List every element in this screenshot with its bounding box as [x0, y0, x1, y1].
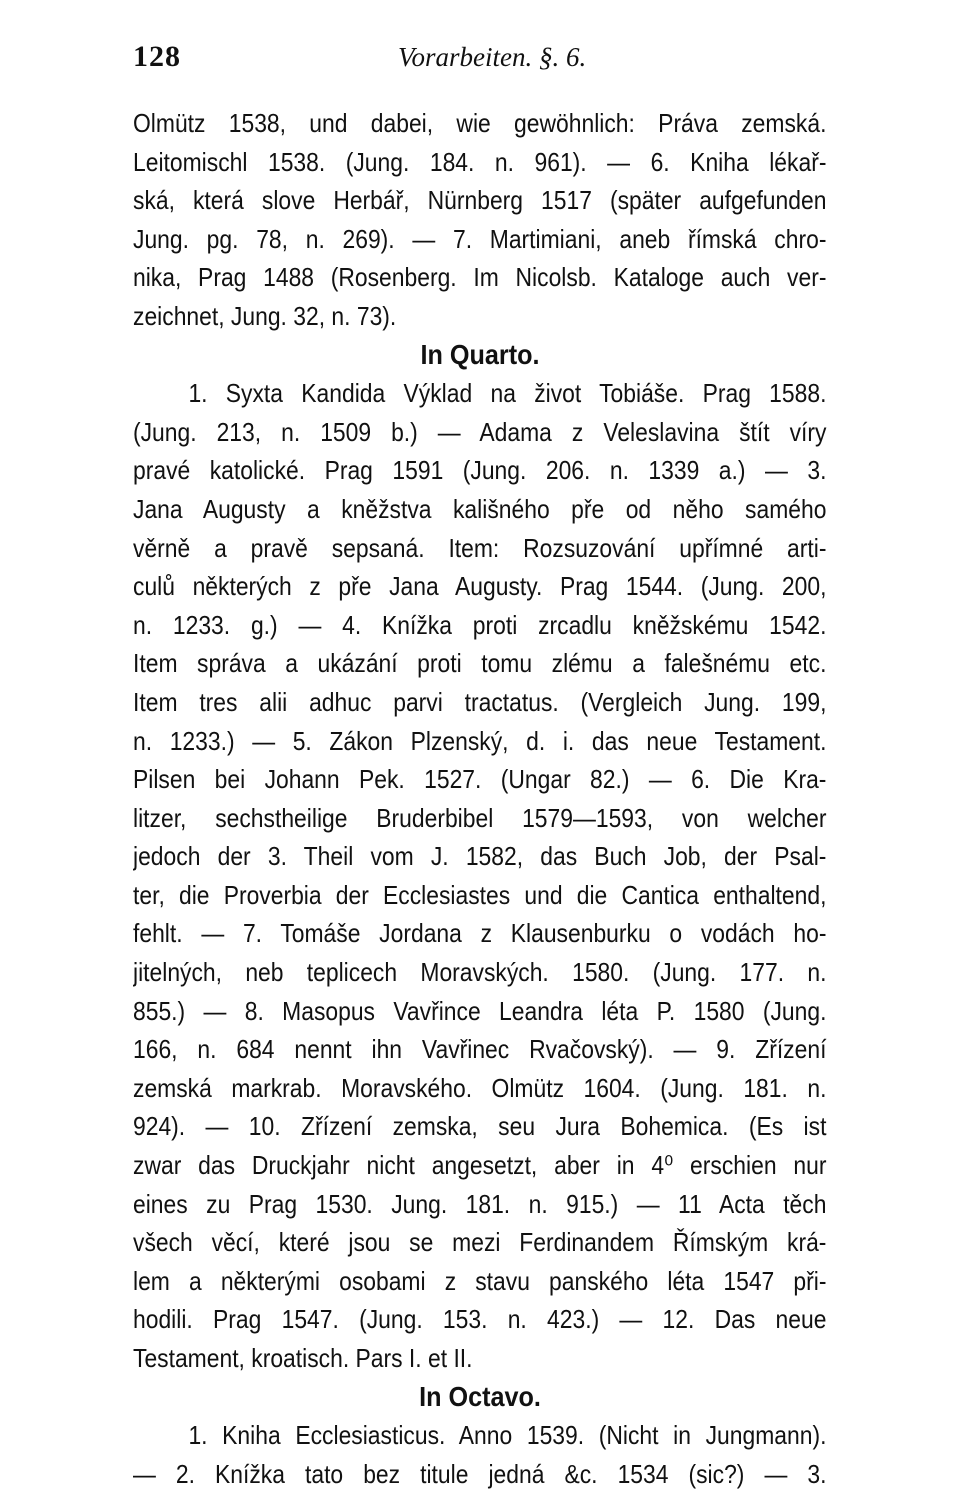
- text-line: lem a některými osobami z stavu panského léta 1547 při-: [133, 1265, 827, 1296]
- text-line: ter, die Proverbia der Ecclesiastes und die Cantica enthaltend,: [133, 879, 827, 910]
- text-line: všech věcí, které jsou se mezi Ferdinandem Římským krá-: [133, 1227, 827, 1258]
- section-heading: In Octavo.: [419, 1380, 541, 1412]
- text-line: fehlt. — 7. Tomáše Jordana z Klausenburku o vodách ho-: [133, 918, 827, 949]
- text-line: zeichnet, Jung. 32, n. 73).: [133, 300, 397, 331]
- running-title: Vorarbeiten. §. 6.: [398, 42, 587, 72]
- text-line: 855.) — 8. Masopus Vavřince Leandra léta P. 1580 (Jung.: [133, 995, 827, 1026]
- text-line: n. 1233.) — 5. Zákon Plzenský, d. i. das neue Testament.: [133, 725, 827, 756]
- text-line: Item tres alii adhuc parvi tractatus. (Vergleich Jung. 199,: [133, 686, 827, 717]
- section-heading: In Quarto.: [420, 338, 540, 370]
- text-line: věrně a pravě sepsaná. Item: Rozsuzování upřímné arti-: [133, 532, 827, 563]
- text-line: ská, která slove Herbář, Nürnberg 1517 (später aufgefunden: [133, 185, 827, 216]
- text-line: eines zu Prag 1530. Jung. 181. n. 915.) — 11 Acta těch: [133, 1188, 827, 1219]
- text-line: — 2. Knížka tato bez titule jedná &c. 1534 (sic?) — 3.: [133, 1458, 827, 1489]
- text-line: Olmütz 1538, und dabei, wie gewöhnlich: Práva zemská.: [133, 108, 827, 138]
- text-line: Item správa a ukázání proti tomu zlému a falešnému etc.: [133, 648, 827, 679]
- text-line: n. 1233. g.) — 4. Knížka proti zrcadlu kněžskému 1542.: [133, 609, 827, 640]
- text-line: (Jung. 213, n. 1509 b.) — Adama z Veleslavina štít víry: [133, 416, 827, 447]
- text-line: zemská markrab. Moravského. Olmütz 1604. (Jung. 181. n.: [133, 1072, 827, 1103]
- text-line: litzer, sechstheilige Bruderbibel 1579—1593, von welcher: [133, 802, 827, 833]
- text-line: jedoch der 3. Theil vom J. 1582, das Buch Job, der Psal-: [133, 841, 827, 872]
- text-line: zwar das Druckjahr nicht angesetzt, aber in 4⁰ erschien nur: [133, 1150, 827, 1181]
- text-line: 166, n. 684 nennt ihn Vavřinec Rvačovský). — 9. Zřízení: [133, 1034, 827, 1065]
- text-line: pravé katolické. Prag 1591 (Jung. 206. n. 1339 a.) — 3.: [133, 455, 827, 486]
- text-line: 1. Kniha Ecclesiasticus. Anno 1539. (Nicht in Jungmann).: [188, 1420, 827, 1451]
- page-header: [133, 40, 833, 80]
- text-line: culů některých z pře Jana Augusty. Prag 1544. (Jung. 200,: [133, 571, 827, 602]
- text-line: Jana Augusty a kněžstva kališného pře od něho samého: [133, 493, 827, 524]
- text-line: nika, Prag 1488 (Rosenberg. Im Nicolsb. Kataloge auch ver-: [133, 262, 827, 293]
- text-line: Testament, kroatisch. Pars I. et II.: [133, 1343, 473, 1373]
- text-line: 924). — 10. Zřízení zemska, seu Jura Bohemica. (Es ist: [133, 1111, 827, 1142]
- body-text: [133, 104, 827, 1493]
- text-line: 1. Syxta Kandida Výklad na život Tobiáše. Prag 1588.: [188, 378, 827, 409]
- text-line: hodili. Prag 1547. (Jung. 153. n. 423.) — 12. Das neue: [133, 1304, 827, 1335]
- text-line: Jung. pg. 78, n. 269). — 7. Martimiani, aneb římská chro-: [133, 223, 827, 254]
- text-line: Leitomischl 1538. (Jung. 184. n. 961). — 6. Kniha lékař-: [133, 146, 827, 177]
- text-line: jitelných, neb teplicech Moravských. 1580. (Jung. 177. n.: [133, 957, 827, 988]
- text-line: Pilsen bei Johann Pek. 1527. (Ungar 82.) — 6. Die Kra-: [133, 764, 827, 795]
- page-number: 128: [133, 40, 181, 73]
